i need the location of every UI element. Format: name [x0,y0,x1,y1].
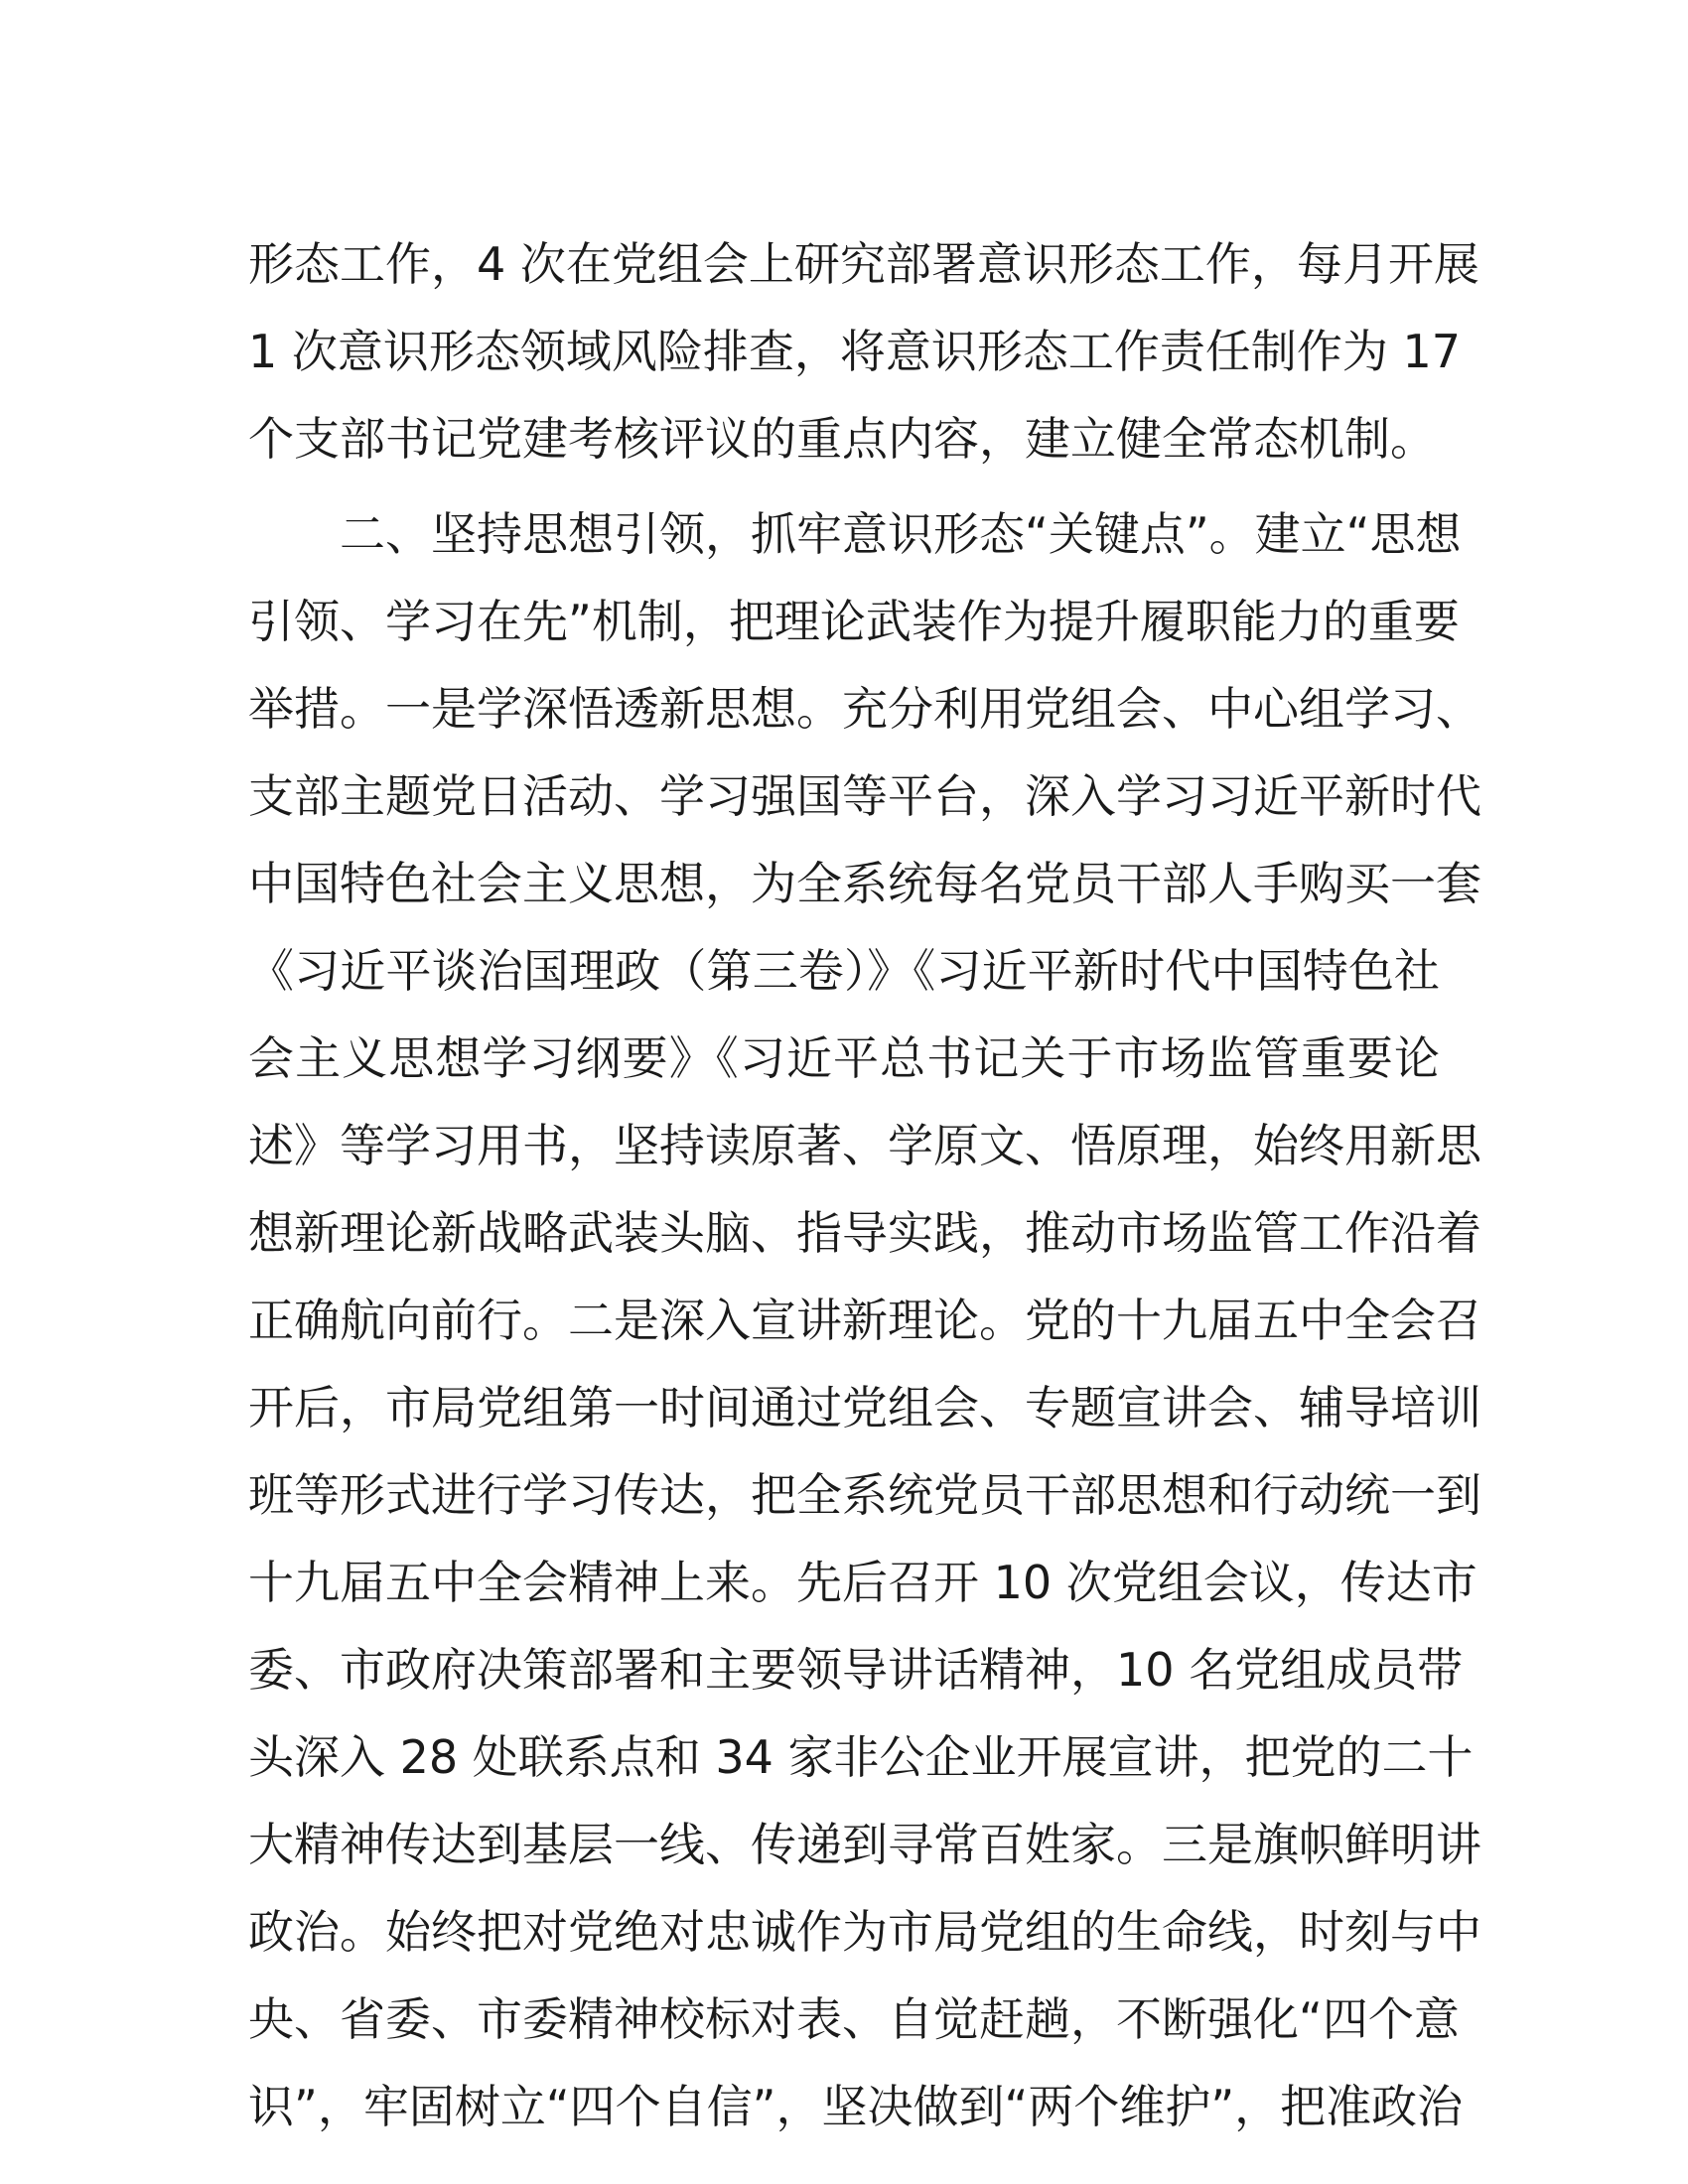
text-line: 会主义思想学习纲要》《习近平总书记关于市场监管重要论 [248,1031,1440,1085]
text-line: 引领、学习在先”机制，把理论武装作为提升履职能力的重要 [248,595,1460,648]
document-body [248,220,1481,2150]
text-line: 头深入 28 处联系点和 34 家非公企业开展宣讲，把党的二十 [248,1730,1474,1784]
text-line: 十九届五中全会精神上来。先后召开 10 次党组会议，传达市 [248,1556,1477,1609]
text-line: 识”，牢固树立“四个自信”，坚决做到“两个维护”，把准政治 [248,2080,1464,2133]
text-line: 政治。始终把对党绝对忠诚作为市局党组的生命线，时刻与中 [248,1905,1481,1959]
text-line: 央、省委、市委精神校标对表、自觉赶趟，不断强化“四个意 [248,1992,1460,2046]
text-line: 班等形式进行学习传达，把全系统党员干部思想和行动统一到 [248,1468,1481,1522]
text-line: 中国特色社会主义思想，为全系统每名党员干部人手购买一套 [248,857,1481,910]
paragraph-2 [248,490,1481,2150]
text-line: 开后，市局党组第一时间通过党组会、专题宣讲会、辅导培训 [248,1381,1481,1434]
text-line: 委、市政府决策部署和主要领导讲话精神，10 名党组成员带 [248,1643,1464,1697]
paragraph-1 [248,220,1479,482]
text-line: 大精神传达到基层一线、传递到寻常百姓家。三是旗帜鲜明讲 [248,1818,1481,1871]
text-line: 述》等学习用书，坚持读原著、学原文、悟原理，始终用新思 [248,1119,1481,1172]
paragraph-spacer [248,482,1440,490]
text-line: 正确航向前行。二是深入宣讲新理论。党的十九届五中全会召 [248,1294,1481,1347]
text-line: 想新理论新战略武装头脑、指导实践，推动市场监管工作沿着 [248,1206,1481,1260]
text-line: 支部主题党日活动、学习强国等平台，深入学习习近平新时代 [248,769,1481,823]
text-line: 1 次意识形态领域风险排查，将意识形态工作责任制作为 17 [248,325,1462,378]
text-line: 举措。一是学深悟透新思想。充分利用党组会、中心组学习、 [248,682,1481,736]
text-line: 《习近平谈治国理政（第三卷）》《习近平新时代中国特色社 [248,944,1440,998]
text-line: 二、坚持思想引领，抓牢意识形态“关键点”。建立“思想 [248,507,1462,561]
text-line: 形态工作，4 次在党组会上研究部署意识形态工作，每月开展 [248,237,1479,291]
text-line: 个支部书记党建考核评议的重点内容，建立健全常态机制。 [248,412,1436,466]
